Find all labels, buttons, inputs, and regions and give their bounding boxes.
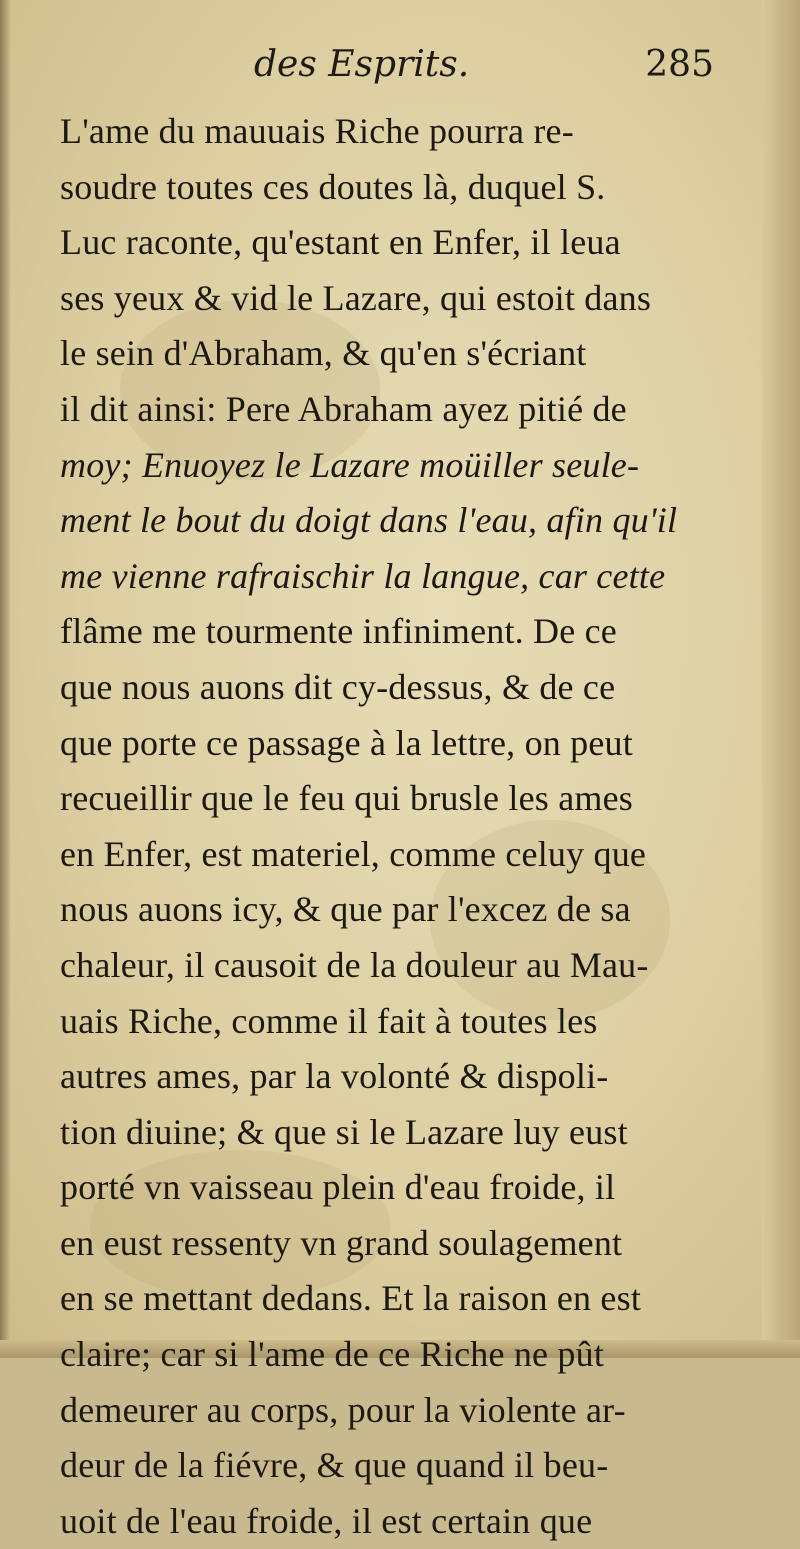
text-line: tion diuine; & que si le Lazare luy eust	[60, 1111, 628, 1152]
running-head: des Esprits.	[254, 44, 470, 85]
text-line: flâme me tourmente infiniment. De ce	[60, 611, 617, 652]
text-line: recueillir que le feu qui brusle les ames	[60, 778, 633, 819]
text-line: que nous auons dit cy-dessus, & de ce	[60, 666, 616, 707]
text-line: deur de la fiévre, & que quand il beu-	[60, 1445, 609, 1486]
text-line: uais Riche, comme il fait à toutes les	[60, 1000, 598, 1041]
text-line: porté vn vaisseau plein d'eau froide, il	[60, 1167, 616, 1208]
text-line: autres ames, par la volonté & dispoli-	[60, 1056, 609, 1097]
quoted-text-line: ment le bout du doigt dans l'eau, afin qu'il	[60, 500, 678, 541]
text-line: en Enfer, est materiel, comme celuy que	[60, 833, 647, 874]
text-line: claire; car si l'ame de ce Riche ne pût	[60, 1334, 605, 1375]
text-line: le sein d'Abraham, & qu'en s'écriant	[60, 333, 587, 374]
text-line: demeurer au corps, pour la violente ar-	[60, 1389, 626, 1430]
text-line: ses yeux & vid le Lazare, qui estoit dans	[60, 277, 652, 318]
quoted-text-line: moy; Enuoyez le Lazare moüiller seule-	[60, 444, 640, 485]
page-gutter-shadow	[0, 0, 10, 1358]
body-text	[60, 104, 720, 1549]
text-line: Luc raconte, qu'estant en Enfer, il leua	[60, 222, 621, 263]
page-number: 285	[645, 44, 714, 85]
page-header	[254, 38, 714, 88]
text-line: en se mettant dedans. Et la raison en est	[60, 1278, 642, 1319]
text-line: en eust ressenty vn grand soulagement	[60, 1222, 623, 1263]
text-line: uoit de l'eau froide, il est certain que	[60, 1500, 593, 1541]
text-line: nous auons icy, & que par l'excez de sa	[60, 889, 631, 930]
text-line: soudre toutes ces doutes là, duquel S.	[60, 166, 606, 207]
text-line: L'ame du mauuais Riche pourra re-	[60, 111, 574, 151]
quoted-text-line: me vienne rafraischir la langue, car cette	[60, 555, 666, 596]
page-edge	[762, 0, 800, 1358]
text-line: chaleur, il causoit de la douleur au Mau-	[60, 944, 649, 985]
text-line: il dit ainsi: Pere Abraham ayez pitié de	[60, 388, 627, 429]
text-line: que porte ce passage à la lettre, on peut	[60, 722, 633, 763]
